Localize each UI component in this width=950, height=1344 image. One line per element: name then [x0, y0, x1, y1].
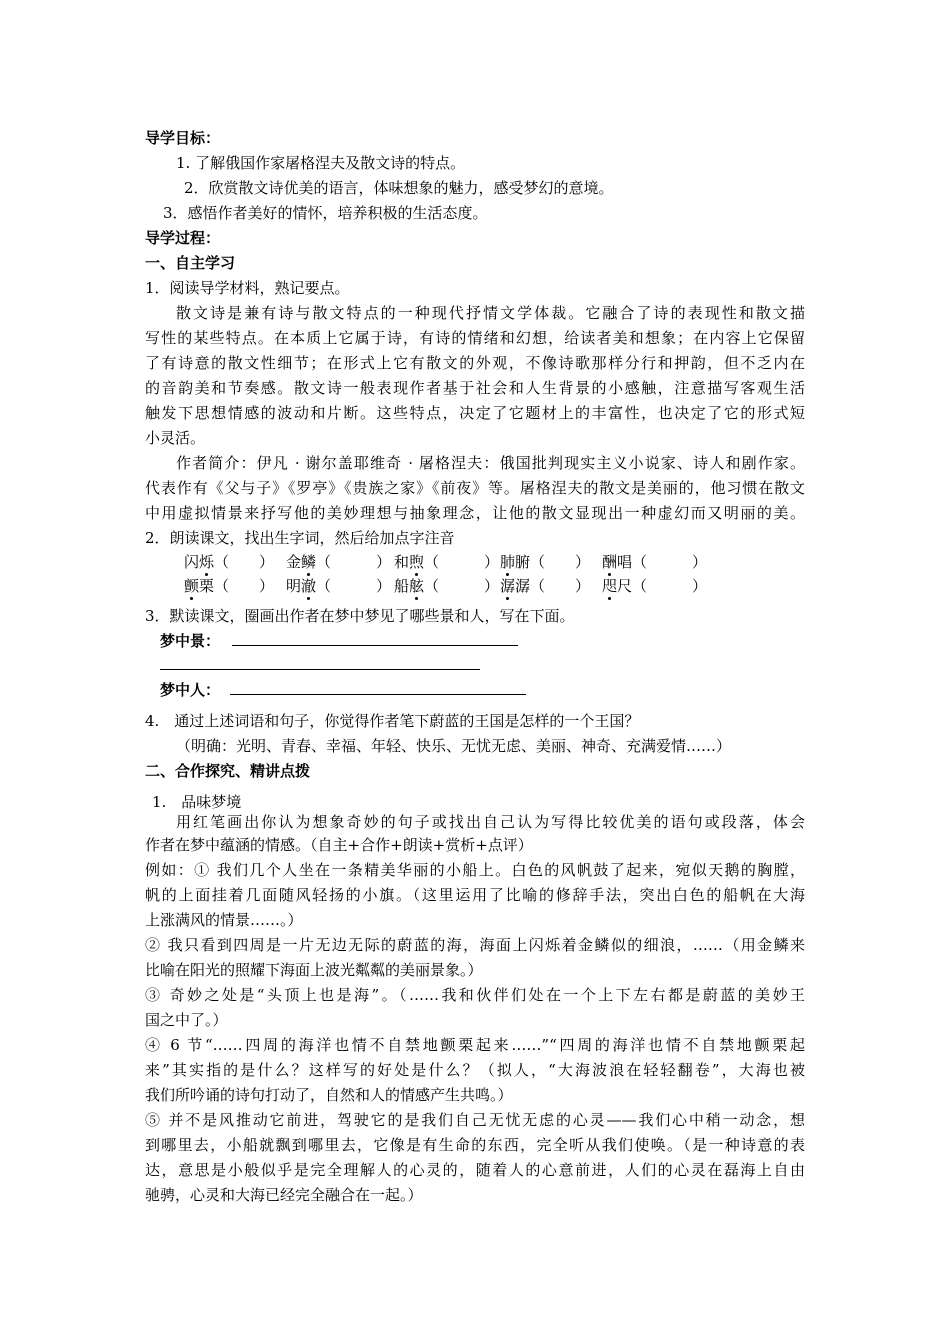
example-line: ③ 奇妙之处是“头顶上也是海”。（……我和伙伴们处在一个上下左右都是蔚蓝的美妙王: [145, 986, 805, 1004]
example-line: 来”其实指的是什么？这样写的好处是什么？（拟人，“大海波浪在轻轻翻卷”，大海也被: [145, 1061, 805, 1079]
prose-line-3: 了有诗意的散文性细节；在形式上它有散文的外观，不像诗歌那样分行和押韵，但不乏内在: [145, 354, 805, 372]
prose-line-6: 小灵活。: [145, 429, 206, 447]
dream-scene-answer-line-1[interactable]: [232, 645, 518, 646]
process-heading: 导学过程：: [145, 229, 221, 247]
question-2: 2．朗读课文，找出生字词，然后给加点字注音: [145, 529, 455, 547]
vocab-word: 船舷（ ）: [394, 577, 500, 595]
section2-title: 二、合作探究、精讲点拨: [145, 762, 311, 780]
dream-scene-label: 梦中景：: [160, 632, 221, 650]
author-line-3: 中用虚拟情景来抒写他的美妙理想与抽象理念，让他的散文显现出一种虚幻而又明丽的美。: [145, 504, 805, 522]
example-line: 我们所吟诵的诗句打动了，自然和人的情感产生共鸣。）: [145, 1086, 513, 1104]
vocab-word: 金鳞（ ）: [286, 553, 392, 571]
goal-item-3: 3．感悟作者美好的情怀，培养积极的生活态度。: [163, 204, 488, 222]
example-line: 比喻在阳光的照耀下海面上波光粼粼的美丽景象。）: [145, 961, 483, 979]
example-line: ② 我只看到四周是一片无边无际的蔚蓝的海，海面上闪烁着金鳞似的细浪，……（用金鳞来: [145, 936, 805, 954]
question-1: 1．阅读导学材料，熟记要点。: [145, 279, 350, 297]
example-line: 驰骋，心灵和大海已经完全融合在一起。）: [145, 1186, 423, 1204]
instruction-line-1: 用红笔画出你认为想象奇妙的句子或找出自己认为写得比较优美的语句或段落，体会: [176, 813, 805, 831]
author-line-1: 作者简介：伊凡 · 谢尔盖耶维奇 · 屠格涅夫：俄国批判现实主义小说家、诗人和剧作家。: [176, 454, 805, 472]
vocab-word: 闪烁（ ）: [184, 553, 275, 571]
goal-item-1: 1. 了解俄国作家屠格涅夫及散文诗的特点。: [176, 154, 466, 172]
example-line: ④ 6 节“……四周的海洋也情不自禁地颤栗起来……”“四周的海洋也情不自禁地颤栗起: [145, 1036, 805, 1054]
example-line: 例如：① 我们几个人坐在一条精美华丽的小船上。白色的风帆鼓了起来，宛似天鹅的胸膛，: [145, 861, 805, 879]
vocab-word: 咫尺（ ）: [602, 577, 708, 595]
question-4: 4. 通过上述词语和句子，你觉得作者笔下蔚蓝的王国是怎样的一个王国？: [145, 712, 640, 730]
subsection-1-title: 1. 品味梦境: [152, 793, 242, 811]
prose-line-2: 写性的某些特点。在本质上它属于诗，有诗的情绪和幻想，给读者美和想象；在内容上它保留: [145, 329, 805, 347]
question-3: 3．默读课文，圈画出作者在梦中梦见了哪些景和人，写在下面。: [145, 607, 575, 625]
prose-line-5: 触发下思想情感的波动和片断。这些特点，决定了它题材上的丰富性，也决定了它的形式短: [145, 404, 805, 422]
section1-title: 一、自主学习: [145, 254, 236, 272]
vocab-word: 颤栗（ ）: [184, 577, 275, 595]
dream-scene-answer-line-2[interactable]: [160, 669, 480, 670]
example-line: 国之中了。）: [145, 1011, 228, 1029]
example-line: 达，意思是小般似乎是完全理解人的心灵的，随着人的心意前进，人们的心灵在磊海上自由: [145, 1161, 805, 1179]
vocab-word: 肺腑（ ）: [500, 553, 591, 571]
prose-line-1: 散文诗是兼有诗与散文特点的一种现代抒情文学体裁。它融合了诗的表现性和散文描: [176, 304, 805, 322]
instruction-line-2: 作者在梦中蕴涵的情感。（自主+合作+朗读+赏析+点评）: [145, 836, 533, 854]
example-line: ⑤ 并不是风推动它前进，驾驶它的是我们自己无忧无虑的心灵——我们心中稍一动念，想: [145, 1111, 805, 1129]
goal-item-2: 2．欣赏散文诗优美的语言，体味想象的魅力，感受梦幻的意境。: [184, 179, 614, 197]
goals-heading: 导学目标：: [145, 129, 221, 147]
example-line: 到哪里去，小船就飘到哪里去，它像是有生命的东西，完全听从我们使唤。（是一种诗意的表: [145, 1136, 805, 1154]
author-line-2: 代表作有《父与子》《罗亭》《贵族之家》《前夜》等。屠格涅夫的散文是美丽的，他习惯在散文: [145, 479, 805, 497]
vocab-word: 明澈（ ）: [286, 577, 392, 595]
vocab-word: 和煦（ ）: [394, 553, 500, 571]
example-line: 帆的上面挂着几面随风轻扬的小旗。（这里运用了比喻的修辞手法，突出白色的船帆在大海: [145, 886, 805, 904]
example-line: 上涨满风的情景……。）: [145, 911, 303, 929]
question-4-answer: （明确：光明、青春、幸福、年轻、快乐、无忧无虑、美丽、神奇、充满爱情……）: [176, 737, 732, 755]
vocab-word: 潺潺（ ）: [500, 577, 591, 595]
prose-line-4: 的音韵美和节奏感。散文诗一般表现作者基于社会和人生背景的小感触，注意描写客观生活: [145, 379, 805, 397]
vocab-word: 酬唱（ ）: [602, 553, 708, 571]
dream-people-label: 梦中人：: [160, 681, 221, 699]
dream-people-answer-line[interactable]: [230, 694, 526, 695]
